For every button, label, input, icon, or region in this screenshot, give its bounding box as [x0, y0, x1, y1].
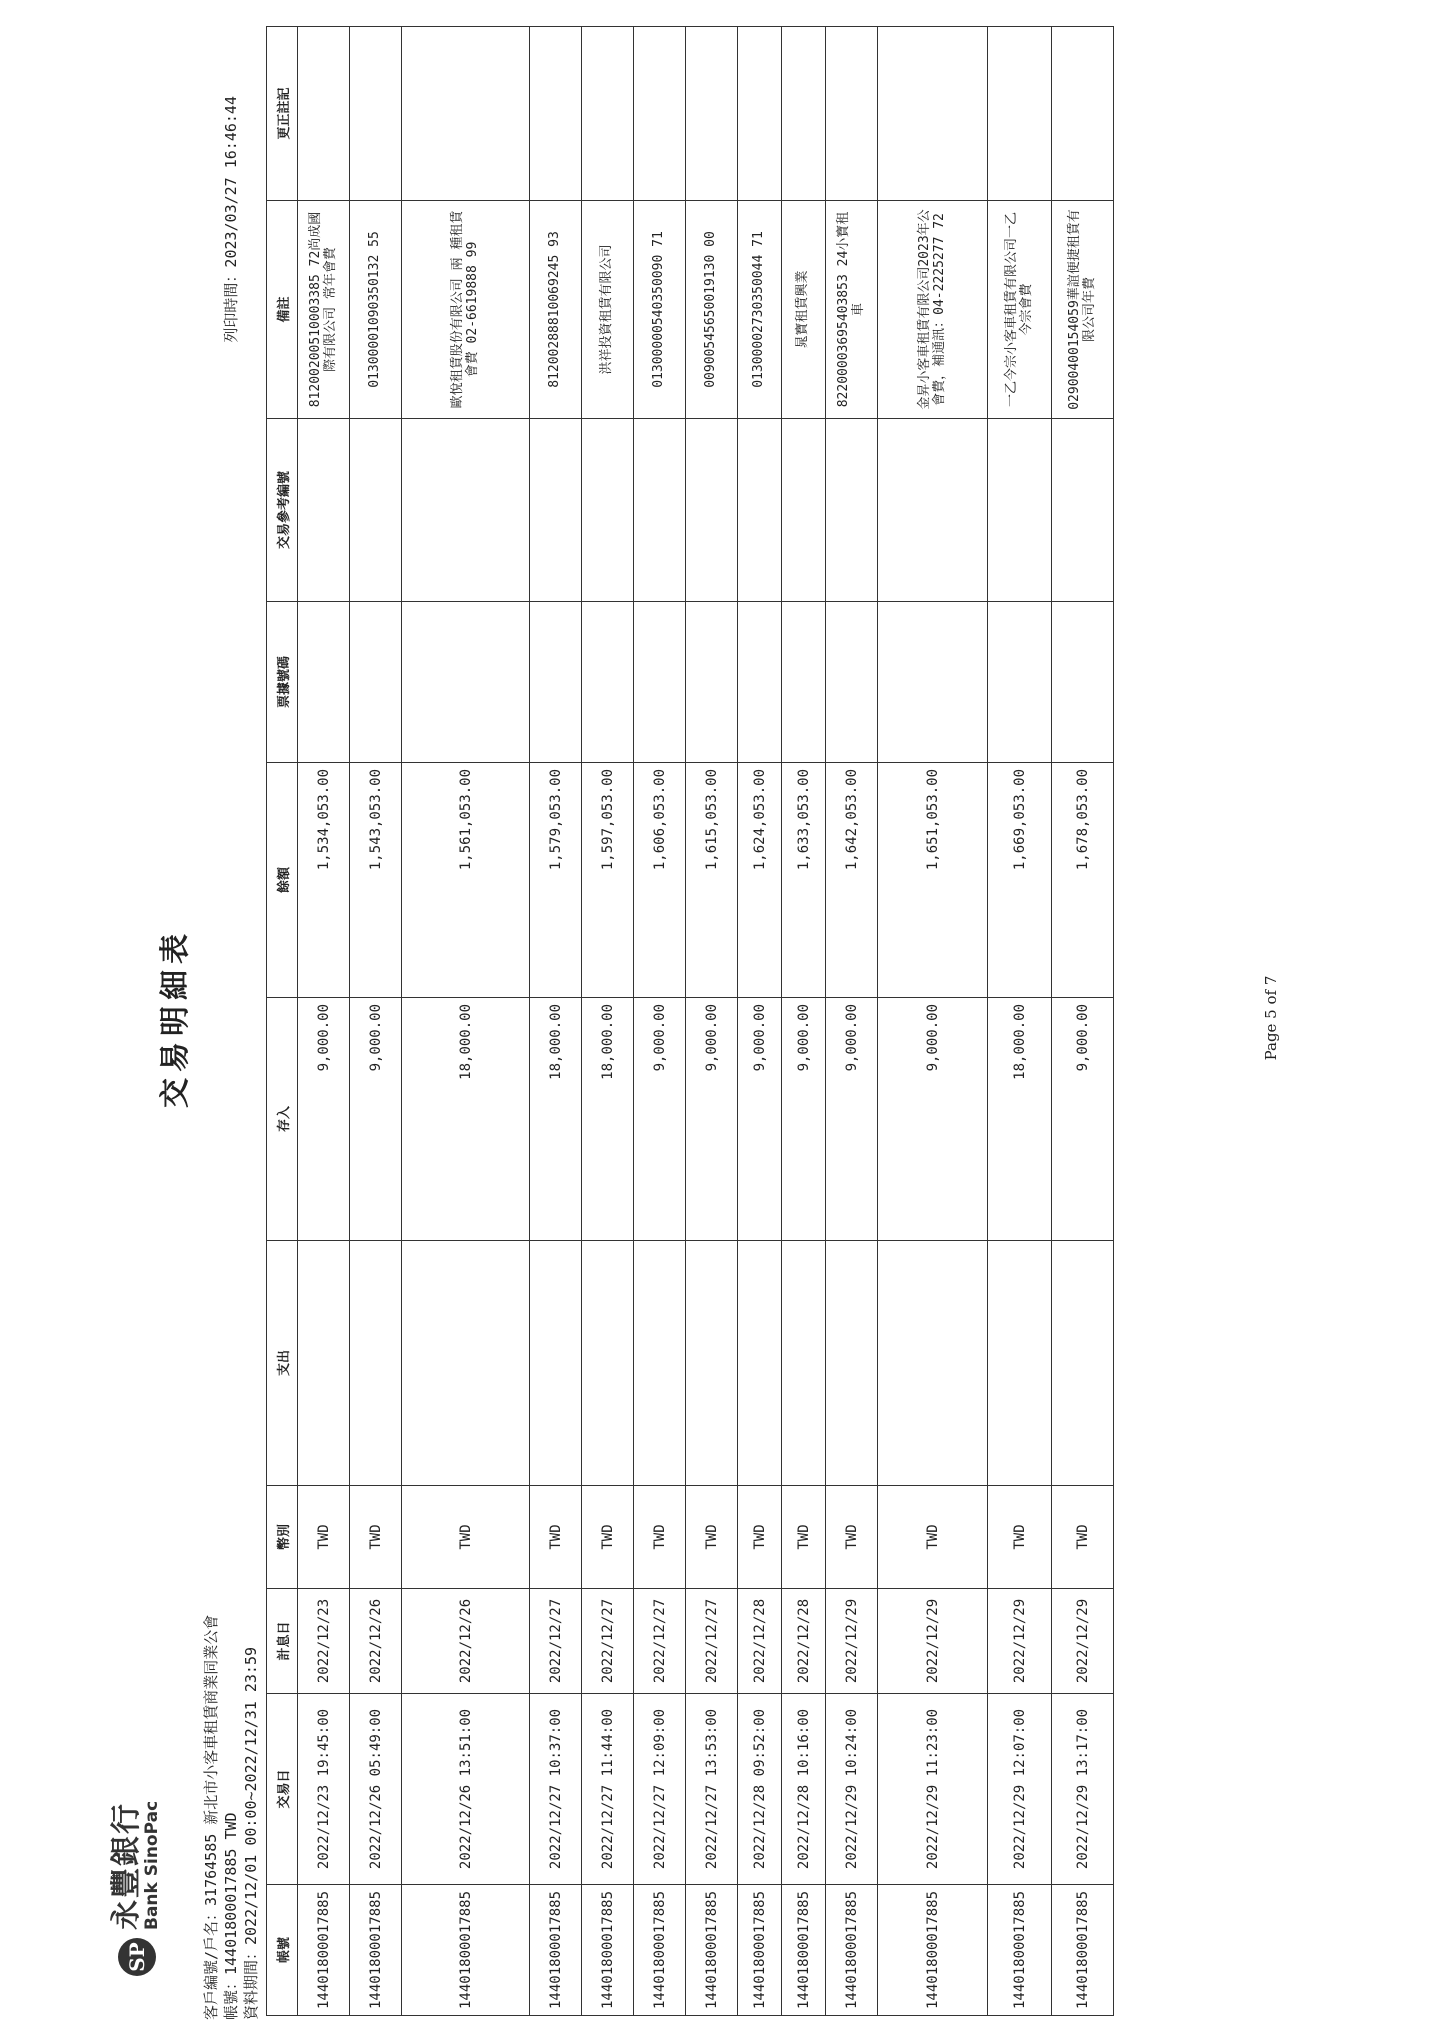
report-title: 交易明細表 [158, 928, 193, 1108]
cell-corr [350, 27, 402, 201]
cell-value-date: 2022/12/28 [782, 1588, 826, 1693]
cell-credit: 9,000.00 [878, 997, 988, 1240]
cell-account: 14401800017885 [634, 1884, 686, 2015]
cell-corr [1052, 27, 1114, 201]
cell-balance: 1,651,053.00 [878, 762, 988, 997]
cell-ref [402, 418, 530, 601]
cell-cheque [878, 601, 988, 762]
cell-credit: 18,000.00 [582, 997, 634, 1240]
cell-debit [1052, 1240, 1114, 1485]
cell-memo: 洪祥投資租賃有限公司 [582, 200, 634, 418]
cell-currency: TWD [582, 1485, 634, 1588]
cell-credit: 9,000.00 [1052, 997, 1114, 1240]
cell-memo: 00900545650019130 00 [686, 200, 738, 418]
cell-credit: 18,000.00 [988, 997, 1052, 1240]
cell-cheque [530, 601, 582, 762]
cell-txn-date: 2022/12/27 11:44:00 [582, 1693, 634, 1884]
cell-credit: 18,000.00 [402, 997, 530, 1240]
cell-memo: 歐悅租賃股份有限公司 兩 種租賃會費 02-6619888 99 [402, 200, 530, 418]
cell-account: 14401800017885 [1052, 1884, 1114, 2015]
cell-account: 14401800017885 [988, 1884, 1052, 2015]
cell-memo: 81200288810069245 93 [530, 200, 582, 418]
cell-balance: 1,534,053.00 [298, 762, 350, 997]
table-row [782, 27, 826, 2016]
cell-txn-date: 2022/12/28 10:16:00 [782, 1693, 826, 1884]
cell-credit: 9,000.00 [634, 997, 686, 1240]
cell-memo: 82200003695403853 24小寶租車 [826, 200, 878, 418]
cell-ref [1052, 418, 1114, 601]
cell-credit: 9,000.00 [826, 997, 878, 1240]
cell-txn-date: 2022/12/29 10:24:00 [826, 1693, 878, 1884]
col-header-currency: 幣別 [267, 1485, 298, 1588]
table-row [530, 27, 582, 2016]
cell-corr [826, 27, 878, 201]
table-row [738, 27, 782, 2016]
cell-txn-date: 2022/12/23 19:45:00 [298, 1693, 350, 1884]
cell-corr [686, 27, 738, 201]
cell-account: 14401800017885 [826, 1884, 878, 2015]
cell-debit [634, 1240, 686, 1485]
cell-corr [878, 27, 988, 201]
cell-value-date: 2022/12/29 [826, 1588, 878, 1693]
cell-credit: 9,000.00 [350, 997, 402, 1240]
cell-currency: TWD [988, 1485, 1052, 1588]
cell-cheque [826, 601, 878, 762]
bank-name-en: Bank SinoPac [142, 1800, 162, 1930]
cell-value-date: 2022/12/27 [582, 1588, 634, 1693]
transaction-table [266, 26, 1114, 2016]
cell-balance: 1,624,053.00 [738, 762, 782, 997]
cell-balance: 1,561,053.00 [402, 762, 530, 997]
cell-cheque [1052, 601, 1114, 762]
cell-account: 14401800017885 [350, 1884, 402, 2015]
cell-value-date: 2022/12/26 [402, 1588, 530, 1693]
customer-info: 客戶編號/戶名：31764585 新北市小客車租賃商業同業公會 [202, 1614, 220, 2020]
cell-corr [634, 27, 686, 201]
cell-currency: TWD [686, 1485, 738, 1588]
cell-ref [826, 418, 878, 601]
cell-ref [988, 418, 1052, 601]
cell-account: 14401800017885 [402, 1884, 530, 2015]
cell-ref [582, 418, 634, 601]
cell-ref [634, 418, 686, 601]
table-row [582, 27, 634, 2016]
cell-txn-date: 2022/12/28 09:52:00 [738, 1693, 782, 1884]
cell-corr [988, 27, 1052, 201]
cell-memo: 晁寶租賃興業 [782, 200, 826, 418]
col-header-memo: 備註 [267, 200, 298, 418]
cell-ref [350, 418, 402, 601]
cell-value-date: 2022/12/27 [686, 1588, 738, 1693]
cell-debit [402, 1240, 530, 1485]
table-row [826, 27, 878, 2016]
cell-txn-date: 2022/12/29 13:17:00 [1052, 1693, 1114, 1884]
cell-value-date: 2022/12/23 [298, 1588, 350, 1693]
col-header-ref-no: 交易參考編號 [267, 418, 298, 601]
table-row [686, 27, 738, 2016]
table-row [878, 27, 988, 2016]
cell-account: 14401800017885 [686, 1884, 738, 2015]
cell-corr [402, 27, 530, 201]
cell-currency: TWD [350, 1485, 402, 1588]
cell-balance: 1,615,053.00 [686, 762, 738, 997]
cell-value-date: 2022/12/27 [530, 1588, 582, 1693]
cell-account: 14401800017885 [738, 1884, 782, 2015]
cell-corr [298, 27, 350, 201]
cell-txn-date: 2022/12/29 12:07:00 [988, 1693, 1052, 1884]
cell-debit [350, 1240, 402, 1485]
cell-credit: 9,000.00 [686, 997, 738, 1240]
cell-credit: 9,000.00 [782, 997, 826, 1240]
cell-memo: 02900400154059華誼便捷租賃有限公司年費 [1052, 200, 1114, 418]
sinopac-logo-icon: SP [118, 1938, 156, 1976]
cell-corr [582, 27, 634, 201]
cell-currency: TWD [402, 1485, 530, 1588]
cell-balance: 1,606,053.00 [634, 762, 686, 997]
cell-debit [738, 1240, 782, 1485]
cell-value-date: 2022/12/29 [1052, 1588, 1114, 1693]
table-row [988, 27, 1052, 2016]
col-header-correction: 更正註記 [267, 27, 298, 201]
cell-balance: 1,579,053.00 [530, 762, 582, 997]
cell-memo: 01300002730350044 71 [738, 200, 782, 418]
cell-debit [826, 1240, 878, 1485]
cell-memo: 01300000540350090 71 [634, 200, 686, 418]
col-header-debit: 支出 [267, 1240, 298, 1485]
cell-account: 14401800017885 [298, 1884, 350, 2015]
cell-credit: 9,000.00 [298, 997, 350, 1240]
account-info: 帳號：14401800017885 TWD [222, 1812, 240, 2020]
table-row [634, 27, 686, 2016]
cell-currency: TWD [738, 1485, 782, 1588]
cell-txn-date: 2022/12/29 11:23:00 [878, 1693, 988, 1884]
cell-debit [782, 1240, 826, 1485]
cell-balance: 1,642,053.00 [826, 762, 878, 997]
table-row [298, 27, 350, 2016]
cell-txn-date: 2022/12/27 10:37:00 [530, 1693, 582, 1884]
print-time: 列印時間：2023/03/27 16:46:44 [222, 96, 240, 343]
cell-currency: TWD [826, 1485, 878, 1588]
cell-corr [738, 27, 782, 201]
table-row [350, 27, 402, 2016]
cell-ref [738, 418, 782, 601]
cell-cheque [738, 601, 782, 762]
cell-currency: TWD [878, 1485, 988, 1588]
cell-txn-date: 2022/12/27 13:53:00 [686, 1693, 738, 1884]
cell-balance: 1,633,053.00 [782, 762, 826, 997]
cell-ref [298, 418, 350, 601]
bank-name-zh: 永豐銀行 [109, 1802, 144, 1930]
cell-currency: TWD [634, 1485, 686, 1588]
cell-debit [878, 1240, 988, 1485]
table-row [402, 27, 530, 2016]
table-row [1052, 27, 1114, 2016]
cell-balance: 1,597,053.00 [582, 762, 634, 997]
cell-corr [782, 27, 826, 201]
cell-corr [530, 27, 582, 201]
cell-memo: 一乙今宗小客車租賃有限公司一乙今宗會費 [988, 200, 1052, 418]
cell-account: 14401800017885 [530, 1884, 582, 2015]
cell-memo: 01300001090350132 55 [350, 200, 402, 418]
cell-cheque [350, 601, 402, 762]
cell-ref [686, 418, 738, 601]
cell-cheque [582, 601, 634, 762]
col-header-account: 帳號 [267, 1884, 298, 2015]
cell-currency: TWD [298, 1485, 350, 1588]
col-header-txn-date: 交易日 [267, 1693, 298, 1884]
col-header-credit: 存入 [267, 997, 298, 1240]
cell-value-date: 2022/12/29 [988, 1588, 1052, 1693]
cell-cheque [686, 601, 738, 762]
cell-account: 14401800017885 [582, 1884, 634, 2015]
col-header-balance: 餘額 [267, 762, 298, 997]
cell-cheque [402, 601, 530, 762]
cell-debit [298, 1240, 350, 1485]
cell-credit: 9,000.00 [738, 997, 782, 1240]
cell-account: 14401800017885 [782, 1884, 826, 2015]
cell-account: 14401800017885 [878, 1884, 988, 2015]
data-period: 資料期間：2022/12/01 00:00~2022/12/31 23:59 [242, 1646, 260, 2020]
cell-debit [530, 1240, 582, 1485]
cell-debit [686, 1240, 738, 1485]
cell-cheque [782, 601, 826, 762]
page-number: Page 5 of 7 [1262, 975, 1280, 1061]
cell-currency: TWD [782, 1485, 826, 1588]
cell-txn-date: 2022/12/26 13:51:00 [402, 1693, 530, 1884]
cell-txn-date: 2022/12/27 12:09:00 [634, 1693, 686, 1884]
cell-cheque [298, 601, 350, 762]
cell-value-date: 2022/12/26 [350, 1588, 402, 1693]
cell-memo: 金昇小客車租賃有限公司2023年公會費，補通訊：04-2225277 72 [878, 200, 988, 418]
col-header-cheque-no: 票據號碼 [267, 601, 298, 762]
cell-cheque [634, 601, 686, 762]
cell-balance: 1,543,053.00 [350, 762, 402, 997]
cell-ref [782, 418, 826, 601]
cell-currency: TWD [1052, 1485, 1114, 1588]
cell-currency: TWD [530, 1485, 582, 1588]
cell-txn-date: 2022/12/26 05:49:00 [350, 1693, 402, 1884]
cell-value-date: 2022/12/29 [878, 1588, 988, 1693]
cell-value-date: 2022/12/27 [634, 1588, 686, 1693]
cell-credit: 18,000.00 [530, 997, 582, 1240]
cell-debit [988, 1240, 1052, 1485]
cell-cheque [988, 601, 1052, 762]
table-header-row [267, 27, 298, 2016]
cell-balance: 1,678,053.00 [1052, 762, 1114, 997]
cell-ref [530, 418, 582, 601]
cell-memo: 81200200510003385 72尚成國際有限公司 常年會費 [298, 200, 350, 418]
cell-balance: 1,669,053.00 [988, 762, 1052, 997]
cell-debit [582, 1240, 634, 1485]
col-header-value-date: 計息日 [267, 1588, 298, 1693]
cell-ref [878, 418, 988, 601]
cell-value-date: 2022/12/28 [738, 1588, 782, 1693]
